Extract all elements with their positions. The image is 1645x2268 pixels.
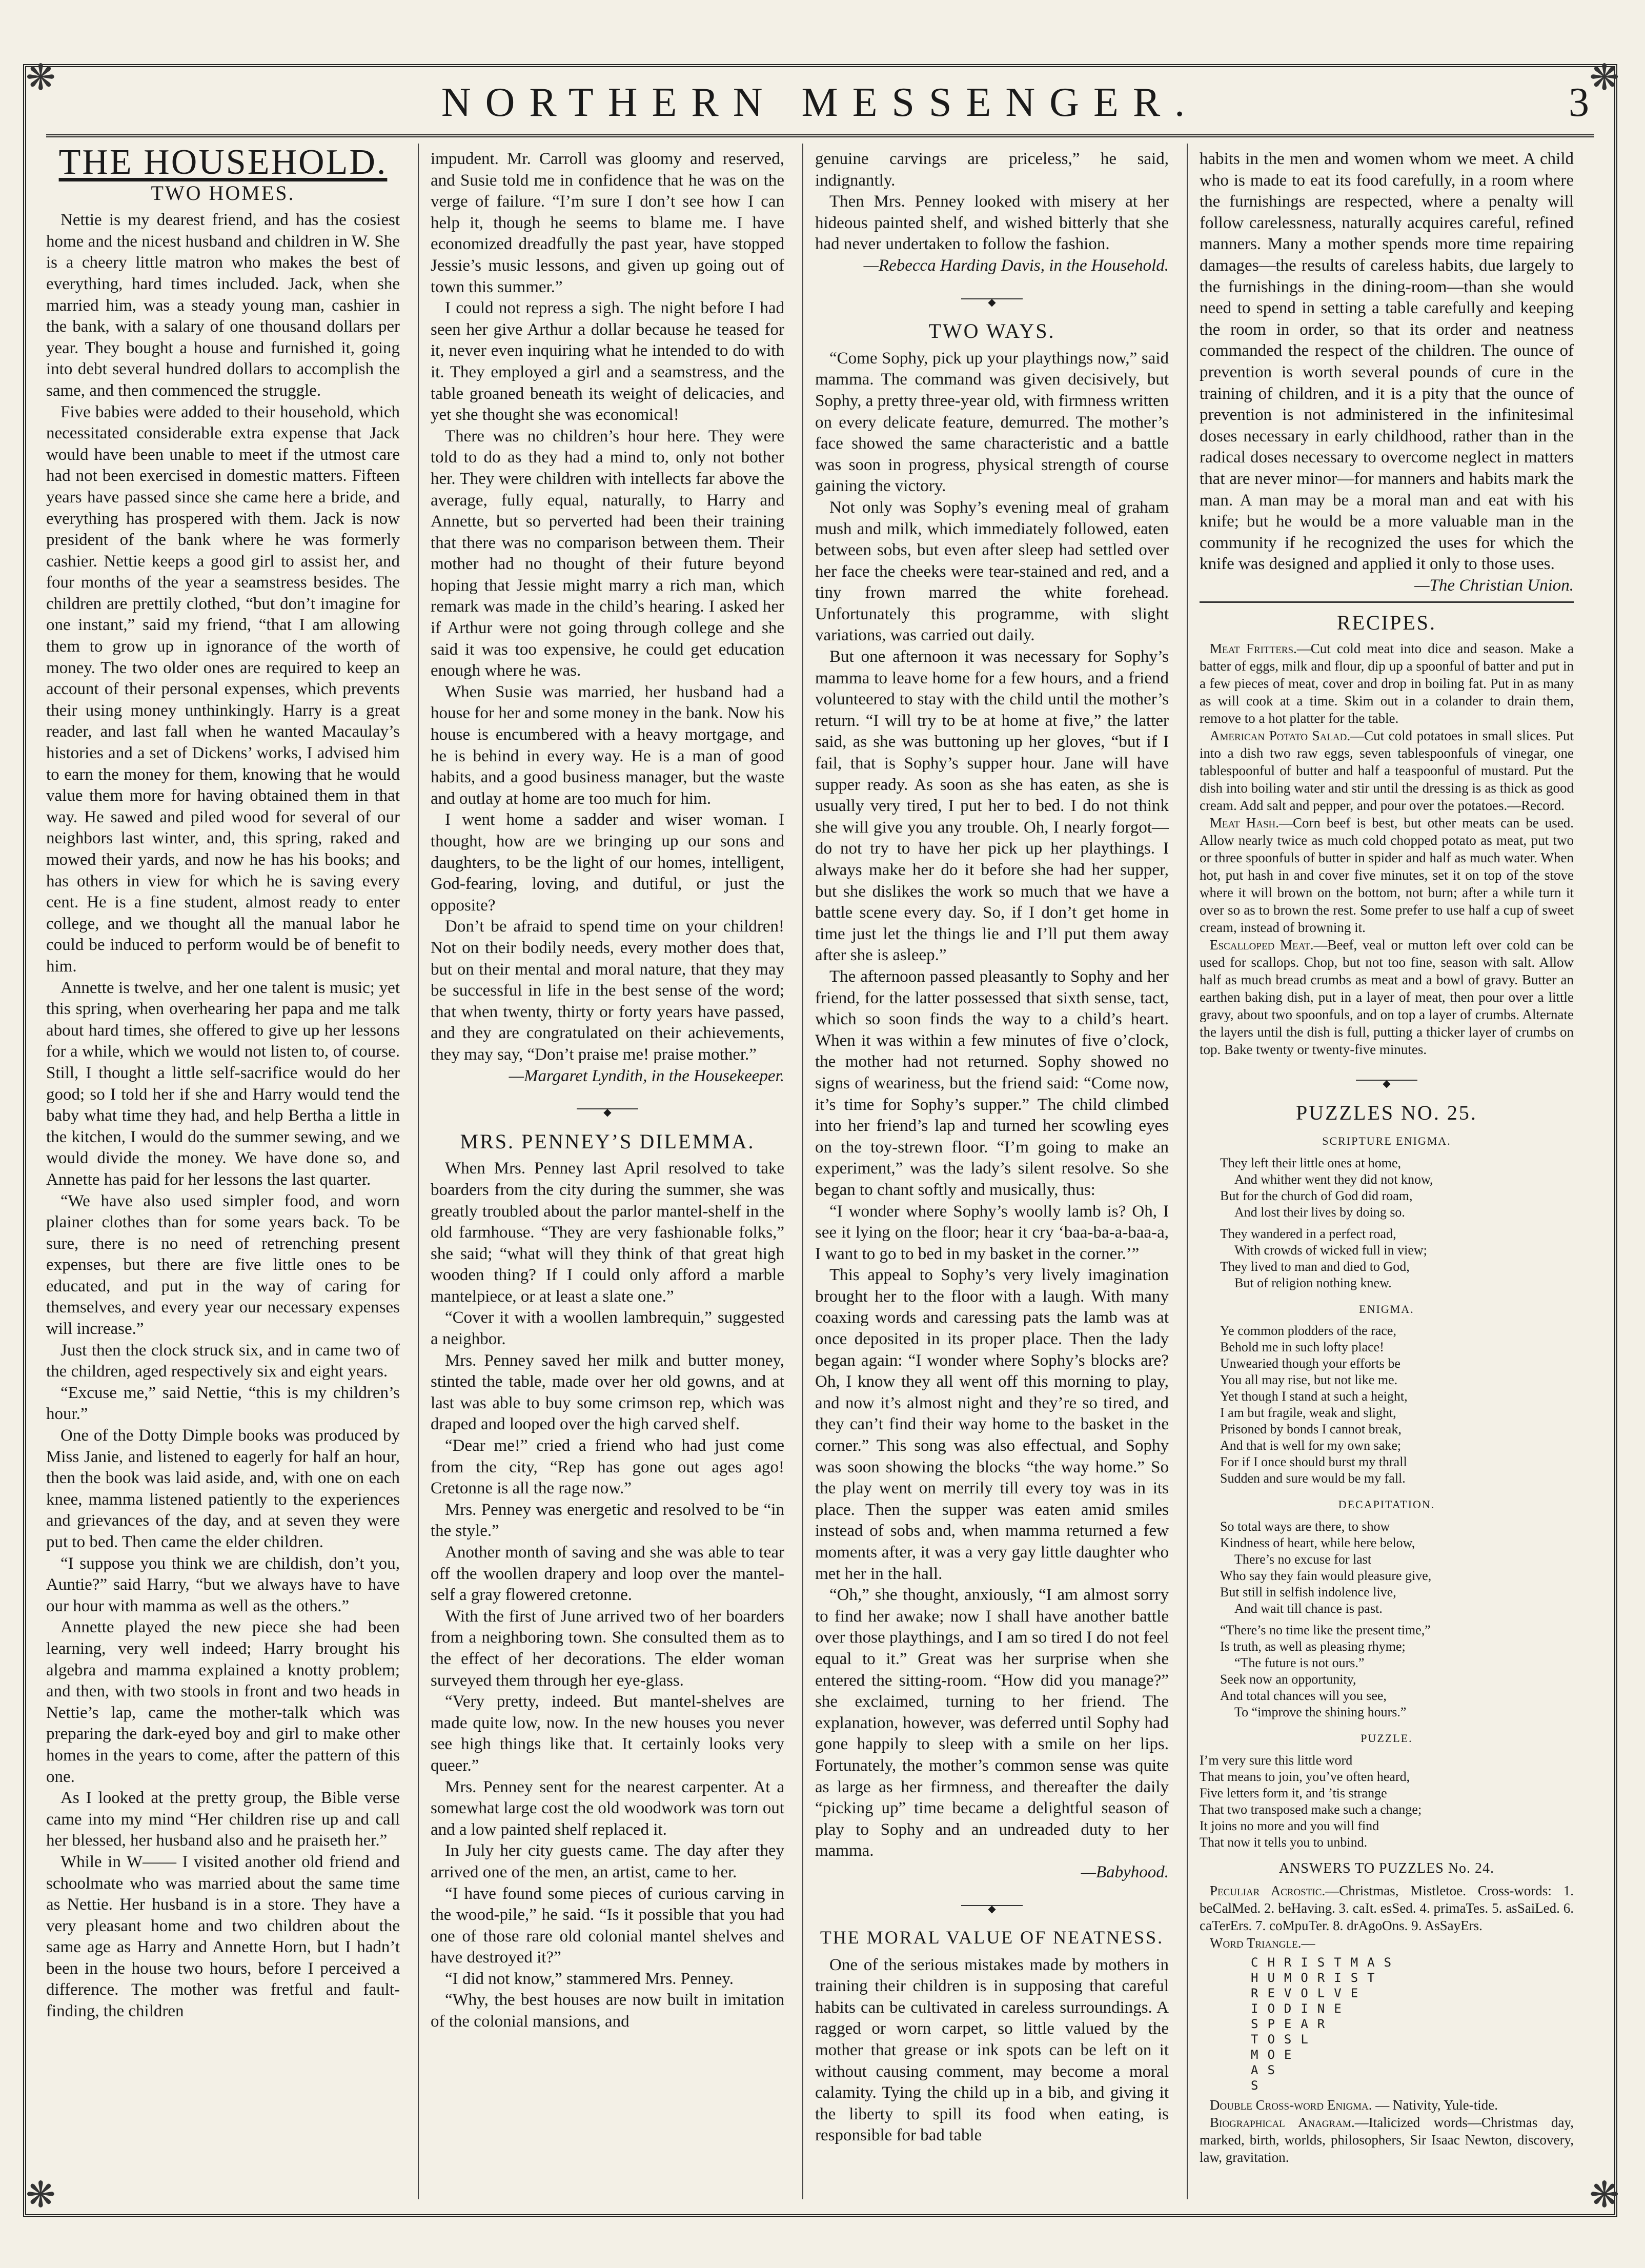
paragraph: “Excuse me,” said Nettie, “this is my children’s hour.” (46, 1383, 400, 1424)
paragraph: Don’t be afraid to spend time on your children! Not on their bodily needs, every mother does that, but on their mental and moral nature, that they may be successful in life in the best sense of the word; that when twenty, thirty or forty years have passed, and they are congratulated on their achievements, they may say, “Don’t praise me! praise mother.” (431, 917, 784, 1064)
masthead (46, 77, 1594, 138)
paragraph: Nettie is my dearest friend, and has the cosiest home and the nicest husband and children in W. She is a cheery little matron who makes the best of everything, hard times included. Jack, when she married him, was a steady young man, cashier in the bank, with a salary of one thousand dollars per year. They bought a house and furnished it, going into debt several hundred dollars to accomplish the same, and then commenced the struggle. (46, 211, 400, 400)
paragraph: I could not repress a sigh. The night before I had seen her give Arthur a dollar because he teased for it, never even inquiring what he intended to do with it. They employed a girl and a seamstress, and the table groaned beneath its weight of delicacies, and yet she thought she was economical! (431, 299, 784, 424)
answer-item: Biographical Anagram.—Italicized words—Christmas day, marked, birth, worlds, philosophers, Sir Isaac Newton, discovery, law, gravitation. (1200, 2115, 1574, 2165)
paragraph: Mrs. Penney was energetic and resolved to be “in the style.” (431, 1500, 784, 1541)
recipes-title: RECIPES. (1336, 611, 1437, 635)
signature: —Rebecca Harding Davis, in the Household. (863, 256, 1169, 275)
paragraph: When Susie was married, her husband had a house for her and some money in the bank. Now his house is encumbered with a heavy mortgage, and he is behind in every way. He is a man of good habits, and a good business manager, but the waste and outlay at home are too much for him. (431, 682, 784, 808)
recipe-item: American Potato Salad.—Cut cold potatoes in small slices. Put into a dish two raw eggs, seven tablespoonfuls of vinegar, one tablespoonful of butter and half a teaspoonful of mustard. Put the dish into boiling water and stir until the dressing is as thick as good cream. Add salt and pepper, and pour over the potatoes.—Record. (1200, 728, 1574, 814)
paragraph: Then Mrs. Penney looked with misery at her hideous painted shelf, and wished bitterly that she had never undertaken to follow the fashion. (815, 192, 1169, 254)
article-title: TWO WAYS. (928, 319, 1055, 343)
article-title: TWO HOMES. (151, 181, 295, 205)
page-number: 3 (1569, 80, 1589, 125)
paragraph: When Mrs. Penney last April resolved to take boarders from the city during the summer, she was greatly troubled about the parlor mantel-shelf in the old farmhouse. “They are very fashionable folks,” she said; “what will they think of that great high wooden thing? If I could only afford a marble mantelpiece, or at least a slate one.” (431, 1159, 784, 1306)
column-3 (815, 149, 1169, 2194)
paragraph: “Dear me!” cried a friend who had just come from the city, “Rep has gone out ages ago! Cretonne is all the rage now.” (431, 1436, 784, 1498)
paragraph: habits in the men and women whom we meet. A child who is made to eat its food carefully, in a room where the furnishings are respected, where a penalty will follow carelessness, naturally acquires careful, refined manners. Many a mother spends more time repairing damages—the results of careless habits, due largely to the furnishings in the dining-room—than she would need to spend in setting a table carefully and keeping the room in order, so that its order and neatness commanded the respect of the children. The ounce of prevention is worth several pounds of cure in the training of children, and it is a pity that the ounce of prevention is not administered in the infinitesimal doses necessary in early childhood, rather than in the radical doses necessary to overcome neglect in matters that are never minor—for manners and habits mark the man. A man may be a moral man and eat with his knife; but he would be a more valuable man in the community if he recognized the uses for which the knife was designed and applied it only to those uses. (1200, 150, 1574, 574)
paragraph: “I wonder where Sophy’s woolly lamb is? Oh, I see it lying on the floor; hear it cry ‘baa-ba-a-baa-a, I want to go to bed in my basket in the corner.’” (815, 1202, 1169, 1263)
paragraph: In July her city guests came. The day after they arrived one of the men, an artist, came to her. (431, 1841, 784, 1881)
column-4 (1200, 149, 1574, 2194)
article-title: MRS. PENNEY’S DILEMMA. (460, 1129, 755, 1153)
verse: Ye common plodders of the race, Behold me in such lofty place! Unwearied though your efforts be You all may rise, but not like me. Yet though I stand at such a height, I am but fragile, weak and slight, Prisoned by bonds I cannot break, And that is well for my own sake; For if I once should burst my thrall Sudden and sure would be my fall. (1220, 1323, 1408, 1486)
column-2 (431, 149, 784, 2194)
paragraph: This appeal to Sophy’s very lively imagination brought her to the floor with a laugh. With many coaxing words and caressing pats the lamb was at once deposited in its proper place. Then the lady began again: “I wonder where Sophy’s blocks are? Oh, I know they all went off this morning to play, and now it’s almost night and they’re so tired, and they can’t find their way home to the basket in the corner.” This song was also effectual, and Sophy was soon showing the blocks “the way home.” So the play went on merrily till every toy was in its place. Then the supper was eaten amid smiles instead of sobs and, when mamma returned a few moments after, it was a very gay little daughter who met her in the hall. (815, 1266, 1169, 1583)
paragraph: Five babies were added to their household, which necessitated considerable extra expense that Jack would have been unable to meet if the utmost care had not been exercised in domestic matters. Fifteen years have passed since she came here a bride, and everything has prospered with them. Jack is now president of the bank where he was formerly cashier. Nettie keeps a good girl to assist her, and four months of the year a seamstress besides. The children are prettily clothed, “but don’t imagine for one instant,” said my friend, “that I am allowing them to grow up in ignorance of the worth of money. The two older ones are required to keep an account of their personal expenses, which prevents their using money unthinkingly. Harry is a great reader, and last fall when he wanted Macaulay’s histories and a set of Dickens’ works, I advised him to earn the money for them, knowing that he would value them more for having obtained them in that way. He sawed and piled wood for several of our neighbors last winter, and, this spring, raked and mowed their yards, and now he has his books; and has others in view for which he is saving every cent. He is a fine student, almost ready to enter college, and we thought all the manual labor he could be induced to perform would be of benefit to him. (46, 402, 400, 976)
section-title: THE HOUSEHOLD. (58, 149, 388, 182)
answers-title: ANSWERS TO PUZZLES No. 24. (1278, 1860, 1495, 1876)
column-1 (46, 149, 400, 2194)
paragraph: While in W—— I visited another old friend and schoolmate who was married about the same time as Nettie. Her husband is in a store. They have a very pleasant home and two children about the same age as Harry and Annette Horn, but I hadn’t been in the house two hours, before I perceived a difference. The mother was fretful and fault-finding, the children (46, 1852, 400, 2021)
paragraph: “We have also used simpler food, and worn plainer clothes than for some years back. To be sure, there is no need of retrenching present expenses, but there are five little ones to be educated, and put in the way of caring for themselves, and every year our necessary expenses will increase.” (46, 1191, 400, 1339)
paragraph: There was no children’s hour here. They were told to do as they had a mind to, only not bother her. They were children with intellects far above the average, fully equal, naturally, to Harry and Annette, but so perverted had been their training that there was no comparison between them. Their mother had no thought of their future beyond hoping that Jessie might marry a rich man, which remark was made in the child’s hearing. I asked her if Arthur were not going through college and she said it was too expensive, he could get education enough where he was. (431, 427, 784, 680)
answer-item: Peculiar Acrostic.—Christmas, Mistletoe. Cross-words: 1. beCalMed. 2. beHaving. 3. caIt. esSed. 4. primaTes. 5. asSaiLed. 6. caTerErs. 7. coMpuTer. 8. drAgoOns. 9. AsSayErs. (1200, 1883, 1574, 1934)
recipes-list (1200, 640, 1574, 1058)
answer-item: Word Triangle.— (1210, 1935, 1315, 1951)
recipe-item: Meat Hash.—Corn beef is best, but other meats can be used. Allow nearly twice as much cold chopped potato as meat, put two or three spoonfuls of butter in spider and half as much water. When hot, put hash in and cover five minutes, set it on top of the stove where it will brown on the bottom, not burn; after a while turn it over so as to brown the rest. Some prefer to use half a cup of sweet cream, instead of browning it. (1200, 815, 1574, 936)
paragraph: Not only was Sophy’s evening meal of graham mush and milk, which immediately followed, eaten between sobs, but even after sleep had settled over her face the cheeks were tear-stained and red, and a tiny frown marred the white forehead. Unfortunately this programme, with slight variations, was carried out daily. (815, 498, 1169, 645)
paragraph: Another month of saving and she was able to tear off the woollen drapery and loop over the mantel-self a gray flowered cretonne. (431, 1543, 784, 1605)
corner-ornament-icon: ❋ (1589, 2176, 1619, 2215)
newspaper-title: NORTHERN MESSENGER. (441, 80, 1200, 125)
word-triangle: CHRISTMAS HUMORIST REVOLVE IODINE SPEAR TOSL MOE AS S (1251, 1955, 1401, 2093)
paragraph: The afternoon passed pleasantly to Sophy and her friend, for the latter possessed that sixth sense, tact, which so soon finds the way to a child’s heart. When it was within a few minutes of five o’clock, the mother had not returned. Sophy showed no signs of weariness, but the friend said: “Come now, it’s time for Sophy’s supper.” The child climbed into her friend’s lap and turned her scowling eyes on the toy-strewn floor. “I’m going to make an experiment,” was the lady’s silent resolve. So she began to chant softly and musically, thus: (815, 967, 1169, 1199)
puzzle-label: PUZZLE. (1360, 1732, 1413, 1745)
puzzle-label: DECAPITATION. (1338, 1498, 1435, 1511)
paragraph: Just then the clock struck six, and in came two of the children, aged respectively six and eight years. (46, 1341, 400, 1381)
puzzle-label: SCRIPTURE ENIGMA. (1322, 1135, 1451, 1148)
paragraph: Mrs. Penney saved her milk and butter money, stinted the table, made over her old gowns, and at last was able to buy some crimson rep, which was draped and looped over the high carved shelf. (431, 1351, 784, 1434)
answer-item: Double Cross-word Enigma. — Nativity, Yule-tide. (1210, 2097, 1498, 2113)
signature: —The Christian Union. (1414, 576, 1574, 595)
paragraph: But one afternoon it was necessary for Sophy’s mamma to leave home for a few hours, and a friend volunteered to stay with the child until the mother’s return. “I will try to be at home at five,” the latter said, as she was buttoning up her gloves, “but if I fail, that is Sophy’s supper hour. Jane will have supper ready. As soon as she has eaten, as she is usually very tired, I put her to bed. I do not think she will give you any trouble. Oh, I nearly forgot—do not try to have her pick up her playthings. I always make her do it before she had her supper, but she dislikes the work so much that we have a battle scene every day. So, if I don’t get home in time just let the things lie and I’ll put them away after she is asleep.” (815, 647, 1169, 965)
puzzle-label: ENIGMA. (1359, 1302, 1414, 1315)
paragraph: “Come Sophy, pick up your playthings now,” said mamma. The command was given decisively, but Sophy, a pretty three-year old, with firmness written on every delicate feature, demurred. The mother’s face showed the same characteristic and a battle was soon in progress, physical strength of course gaining the victory. (815, 349, 1169, 496)
paragraph: Mrs. Penney sent for the nearest carpenter. At a somewhat large cost the old woodwork was torn out and a low painted shelf replaced it. (431, 1777, 784, 1839)
paragraph: genuine carvings are priceless,” he said, indignantly. (815, 150, 1169, 190)
paragraph: “Oh,” she thought, anxiously, “I am almost sorry to find her awake; now I shall have another battle over those playthings, and I am so tired I do not feel equal to it.” Great was her surprise when she entered the sitting-room. “How did you manage?” she exclaimed, turning to her friend. The explanation, however, was deferred until Sophy had gone happily to sleep with a smile on her lips. Fortunately, the mother’s common sense was quite as large as her firmness, and thereafter the daily “picking up” time became a delightful season of play to Sophy and an undreaded duty to her mamma. (815, 1586, 1169, 1860)
paragraph: One of the serious mistakes made by mothers in training their children is in supposing that careful habits can be cultivated in careless surroundings. A ragged or worn carpet, so little valued by the mother that grease or ink spots can be left on it without causing comment, may become a moral calamity. Tying the child up in a bib, and giving it the liberty to spill its food when eating, is responsible for bad table (815, 1955, 1169, 2145)
paragraph: “Cover it with a woollen lambrequin,” suggested a neighbor. (431, 1308, 784, 1349)
paragraph: With the first of June arrived two of her boarders from a neighboring town. She consulted them as to the effect of her decorations. The elder woman surveyed them through her eye-glass. (431, 1607, 784, 1690)
article-title: THE MORAL VALUE OF NEATNESS. (820, 1927, 1164, 1948)
puzzles-title: PUZZLES NO. 25. (1296, 1101, 1477, 1124)
corner-ornament-icon: ❋ (26, 2176, 56, 2215)
signature: —Babyhood. (1081, 1862, 1169, 1881)
answers-list (1200, 1882, 1574, 1952)
verse: So total ways are there, to show Kindness of heart, while here below, There’s no excuse for last Who say they fain would pleasure give, But still in selfish indolence live, And wait till chance is past. “There’s no time like the present time,” Is truth, as well as pleasing rhyme; “The future is not ours.” Seek now an opportunity, And total chances will you see, To “improve the shining hours.” (1220, 1519, 1432, 1720)
paragraph: “I did not know,” stammered Mrs. Penney. (445, 1969, 734, 1988)
verse: They left their little ones at home, And whither went they did not know, But for the church of God did roam, And lost their lives by doing so. They wandered in a perfect road, With crowds of wicked full in view; They lived to man and died to God, But of religion nothing knew. (1220, 1155, 1433, 1290)
paragraph: One of the Dotty Dimple books was produced by Miss Janie, and listened to eagerly for half an hour, then the book was laid aside, and, with one on each knee, mamma listened patiently to the experiences and grievances of the day, and at seven they were put to bed. Then came the elder children. (46, 1426, 400, 1551)
paragraph: Annette played the new piece she had been learning, very well indeed; Harry brought his algebra and mamma explained a knotty problem; and then, with two stools in front and two heads in Nettie’s lap, came the mother-talk which was preparing the dark-eyed boy and girl to make other homes in the years to come, after the pattern of this one. (46, 1618, 400, 1786)
signature: —Margaret Lyndith, in the Housekeeper. (509, 1066, 784, 1085)
paragraph: “I have found some pieces of curious carving in the wood-pile,” he said. “Is it possible that you had one of those rare old colonial mantel shelves and have destroyed it?” (431, 1884, 784, 1967)
verse: I’m very sure this little word That means to join, you’ve often heard, Five letters form it, and ’tis strange That two transposed make such a change; It joins no more and you will find That now it tells you to unbind. (1200, 1752, 1422, 1850)
paragraph: “I suppose you think we are childish, don’t you, Auntie?” said Harry, “but we always have to have our hour with mamma as well as the others.” (46, 1554, 400, 1615)
answers-list (1200, 2096, 1574, 2166)
corner-ornament-icon: ❋ (1589, 58, 1619, 98)
paragraph: “Why, the best houses are now built in imitation of the colonial mansions, and (431, 1991, 784, 2031)
recipe-item: Escalloped Meat.—Beef, veal or mutton left over cold can be used for scallops. Chop, but not too fine, season with salt. Allow half as much bread crumbs as meat and a bowl of gravy. Butter an earthen baking dish, put in a layer of meat, then pour over a little gravy, about two spoonfuls, and on top a layer of crumbs. Alternate the layers until the dish is full, putting a thicker layer of crumbs on top. Bake twenty or twenty-five minutes. (1200, 937, 1574, 1058)
paragraph: “Very pretty, indeed. But mantel-shelves are made quite low, now. In the new houses you never see high things like that. It certainly looks very queer.” (431, 1692, 784, 1775)
corner-ornament-icon: ❋ (26, 58, 56, 98)
paragraph: As I looked at the pretty group, the Bible verse came into my mind “Her children rise up and call her blessed, her husband also and he praiseth her.” (46, 1789, 400, 1850)
paragraph: impudent. Mr. Carroll was gloomy and reserved, and Susie told me in confidence that he was on the verge of failure. “I’m sure I don’t see how I can help it, though he seems to blame me. I have economized dreadfully the past year, have stopped Jessie’s music lessons, and given up going out of town this summer.” (431, 150, 784, 296)
paragraph: I went home a sadder and wiser woman. I thought, how are we bringing up our sons and daughters, to be the light of our homes, intelligent, God-fearing, loving, and dutiful, or just the opposite? (431, 811, 784, 915)
paragraph: Annette is twelve, and her one talent is music; yet this spring, when overhearing her papa and me talk about hard times, she offered to give up her lessons for a while, which we would not listen to, of course. Still, I thought a little self-sacrifice would do her good; so I told her if she and Harry would tend the baby what time they had, and help Bertha a little in the kitchen, I would do the summer sewing, and we would divide the money. We have done so, and Annette has paid for her lessons the last quarter. (46, 978, 400, 1189)
recipe-item: Meat Fritters.—Cut cold meat into dice and season. Make a batter of eggs, milk and flour, dip up a spoonful of batter and put in a few pieces of meat, cover and drop in boiling fat. Put in as many as will cook at a time. Skim out in a colander to drain them, remove to a hot platter for the table. (1200, 641, 1574, 726)
